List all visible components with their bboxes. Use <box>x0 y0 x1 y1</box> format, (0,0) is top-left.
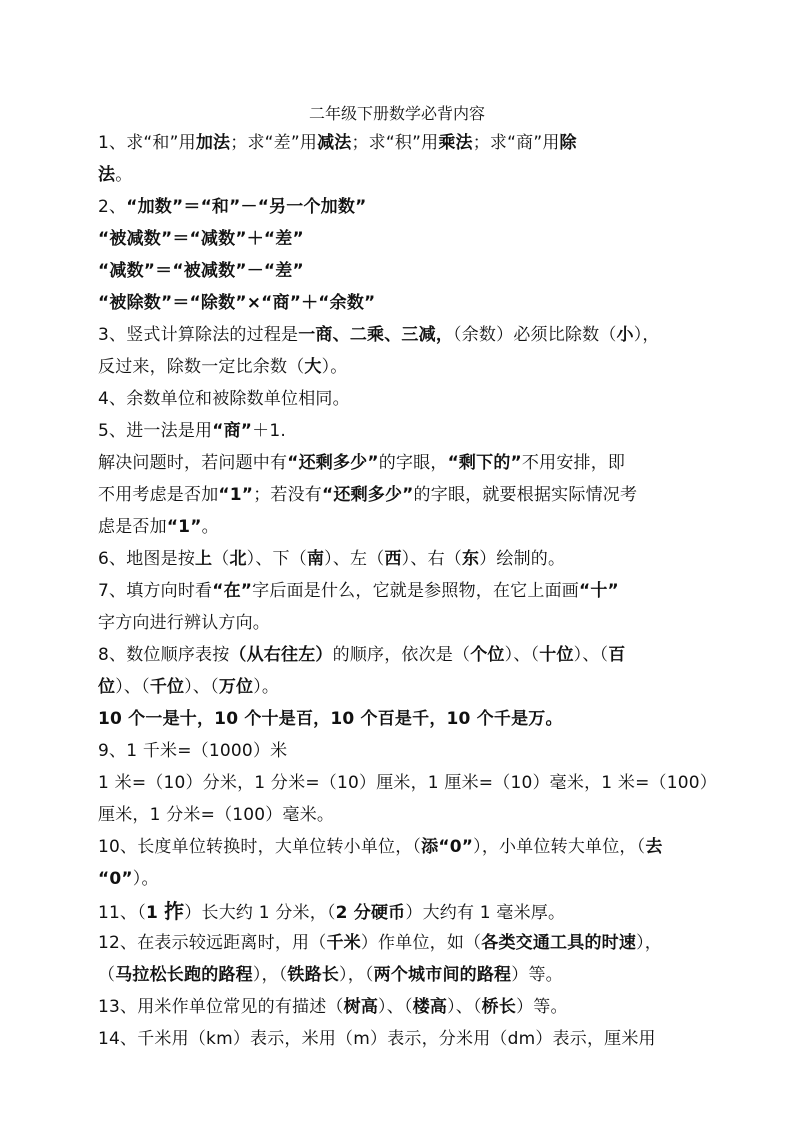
item-1-line-2 <box>98 163 698 187</box>
text: 7、填方向时看 <box>98 581 213 601</box>
text: ）、下（ <box>246 549 307 569</box>
text: 的字眼，就要根据实际情况考 <box>413 485 638 505</box>
bold-text: “0” <box>98 869 133 889</box>
text: ）大约有 1 毫米厚。 <box>405 903 566 923</box>
item-4-line-1 <box>98 387 698 411</box>
text: 1 米=（10）分米，1 分米=（10）厘米，1 厘米=（10）毫米，1 米=（100） <box>98 773 717 793</box>
item-6-line-1 <box>98 547 698 571</box>
item-2-line-4 <box>98 291 698 315</box>
text: 反过来，除数一定比余数（ <box>98 357 305 377</box>
bold-text: 去 <box>645 837 663 857</box>
bold-text: 马拉松长跑的路程 <box>115 965 253 985</box>
bold-text: “十” <box>578 581 619 601</box>
bold-text: 两个城市间的路程 <box>373 965 512 985</box>
bold-text: 东 <box>461 549 480 569</box>
bold-text: 树高 <box>343 997 379 1017</box>
text: ）、右（ <box>401 549 462 569</box>
bold-text: 加法 <box>195 133 231 153</box>
bold-text: 位 <box>98 677 116 697</box>
text: ＋1. <box>252 421 286 441</box>
text: 12、在表示较远距离时，用（ <box>98 933 327 953</box>
text: 11、（ <box>98 903 146 923</box>
bold-text: 拃 <box>164 899 185 923</box>
item-2-line-3 <box>98 259 698 283</box>
bold-text: “还剩多少” <box>287 453 379 473</box>
text: ）。 <box>321 357 348 377</box>
bold-text: 个位 <box>470 645 505 665</box>
bold-text: 铁路长 <box>287 965 340 985</box>
text: 13、用米作单位常见的有描述（ <box>98 997 344 1017</box>
bold-text: “1” <box>218 485 254 505</box>
item-9-line-3 <box>98 803 698 827</box>
item-7-line-1 <box>98 579 698 603</box>
text: 厘米，1 分米=（100）毫米。 <box>98 805 335 825</box>
text: 解决问题时，若问题中有 <box>98 453 288 473</box>
text: （ <box>98 965 116 985</box>
text: 3、竖式计算除法的过程是 <box>98 325 299 345</box>
text: ）， <box>636 933 662 953</box>
text: 5、进一法是用 <box>98 421 213 441</box>
text: 字方向进行辨认方向。 <box>98 613 270 633</box>
text: ）、（ <box>378 997 413 1017</box>
bold-text: 法 <box>98 165 116 185</box>
item-10-line-2 <box>98 867 698 891</box>
text: ），小单位转大单位，（ <box>473 837 646 857</box>
text: ）绘制的。 <box>479 549 566 569</box>
bold-text: 大 <box>304 357 322 377</box>
bold-text: 减法 <box>317 133 352 153</box>
text: ）。 <box>132 869 159 889</box>
bold-text: 千位 <box>149 677 185 697</box>
text: 9、1 千米=（1000）米 <box>98 741 288 761</box>
text: ；求“积”用 <box>351 133 439 153</box>
bold-text: 各类交通工具的时速 <box>481 933 637 953</box>
bold-text: “1” <box>166 517 202 537</box>
text: 虑是否加 <box>98 517 167 537</box>
text: ）， <box>633 325 660 345</box>
bold-text: 2 分硬币 <box>335 903 406 923</box>
bold-text: 楼高 <box>412 997 448 1017</box>
text: 字后面是什么，它就是参照物，在它上面画 <box>252 581 579 601</box>
bold-text: 除 <box>559 133 577 153</box>
text: ）、（ <box>573 645 609 665</box>
bold-text: 小 <box>616 325 634 345</box>
text: （ <box>212 549 230 569</box>
text: ）。 <box>253 677 280 697</box>
item-2-line-2 <box>98 227 698 251</box>
bold-text: 乘法 <box>438 133 473 153</box>
bold-text: 1 <box>145 903 165 923</box>
text: 1、求“和”用 <box>98 133 196 153</box>
bold-text: 桥长 <box>481 997 517 1017</box>
bold-text: 一商、二乘、三减， <box>298 325 454 345</box>
text: 10、长度单位转换时，大单位转小单位，（ <box>98 837 422 857</box>
bold-text: “还剩多少” <box>322 485 414 505</box>
text: （余数）必须比除数（ <box>453 325 617 345</box>
text: 6、地图是按 <box>98 549 196 569</box>
text: 。 <box>201 517 219 537</box>
bold-text: 万位 <box>218 677 254 697</box>
text: 。 <box>115 165 133 185</box>
text: ）等。 <box>516 997 568 1017</box>
bold-text: “加数”＝“和”－“另一个加数” <box>126 197 367 217</box>
text: 的顺序，依次是（ <box>332 645 471 665</box>
text: ；求“商”用 <box>472 133 560 153</box>
bold-text: 十位 <box>539 645 574 665</box>
bold-text: 千米 <box>326 933 361 953</box>
bold-text: “剩下的” <box>447 453 522 473</box>
item-5-line-2 <box>98 451 698 475</box>
item-5-line-1 <box>98 419 698 443</box>
bold-text: 添“0” <box>421 837 474 857</box>
item-5-line-4 <box>98 515 698 539</box>
bold-text: “减数”＝“被减数”－“差” <box>98 261 304 281</box>
text: ），（ <box>339 965 374 985</box>
item-14-line-1 <box>98 1027 698 1051</box>
bold-text: 10 个一是十，10 个十是百，10 个百是千，10 个千是万。 <box>98 709 563 729</box>
text: 的字眼， <box>378 453 448 473</box>
bold-text: “在” <box>212 581 253 601</box>
item-10-line-1 <box>98 835 698 859</box>
text: 14、千米用（km）表示，米用（m）表示，分米用（dm）表示，厘米用 <box>98 1029 656 1049</box>
text: ；求“差”用 <box>230 133 318 153</box>
bold-text: “商” <box>212 421 253 441</box>
item-12-line-2 <box>98 963 698 987</box>
text: 4、余数单位和被除数单位相同。 <box>98 389 350 409</box>
bold-text: “被除数”＝“除数”×“商”＋“余数” <box>98 293 376 313</box>
text: ），（ <box>252 965 288 985</box>
text: 不用考虑是否加 <box>98 485 219 505</box>
item-9-line-1 <box>98 739 698 763</box>
text: 2、 <box>98 197 127 217</box>
text: ；若没有 <box>253 485 322 505</box>
text: 8、数位顺序表按 <box>98 645 230 665</box>
item-1-line-1 <box>98 131 698 155</box>
item-9-line-2 <box>98 771 717 795</box>
bold-text: 西 <box>384 549 402 569</box>
item-12-line-1 <box>98 931 698 955</box>
text: ）、（ <box>504 645 540 665</box>
document-title: 二年级下册数学必背内容 <box>308 104 485 123</box>
item-8-line-3 <box>98 707 698 731</box>
text: ）、左（ <box>324 549 385 569</box>
text: ）作单位，如（ <box>360 933 482 953</box>
item-3-line-2 <box>98 355 698 379</box>
bold-text: 百 <box>608 645 626 665</box>
bold-text: 上 <box>195 549 213 569</box>
text: ）、（ <box>115 677 150 697</box>
bold-text: 南 <box>306 549 325 569</box>
item-13-line-1 <box>98 995 698 1019</box>
bold-text: 北 <box>229 549 247 569</box>
item-3-line-1 <box>98 323 698 347</box>
text: ）等。 <box>511 965 563 985</box>
item-8-line-2 <box>98 675 698 699</box>
bold-text: “被减数”＝“减数”＋“差” <box>98 229 304 249</box>
item-2-line-1 <box>98 195 698 219</box>
item-11-line-1 <box>98 899 698 925</box>
bold-text: （从右往左） <box>229 645 333 665</box>
text: ）、（ <box>184 677 219 697</box>
text: 不用安排，即 <box>521 453 626 473</box>
text: ）长大约 1 分米，（ <box>184 903 336 923</box>
item-7-line-2 <box>98 611 698 635</box>
item-8-line-1 <box>98 643 698 667</box>
text: ）、（ <box>447 997 482 1017</box>
item-5-line-3 <box>98 483 698 507</box>
